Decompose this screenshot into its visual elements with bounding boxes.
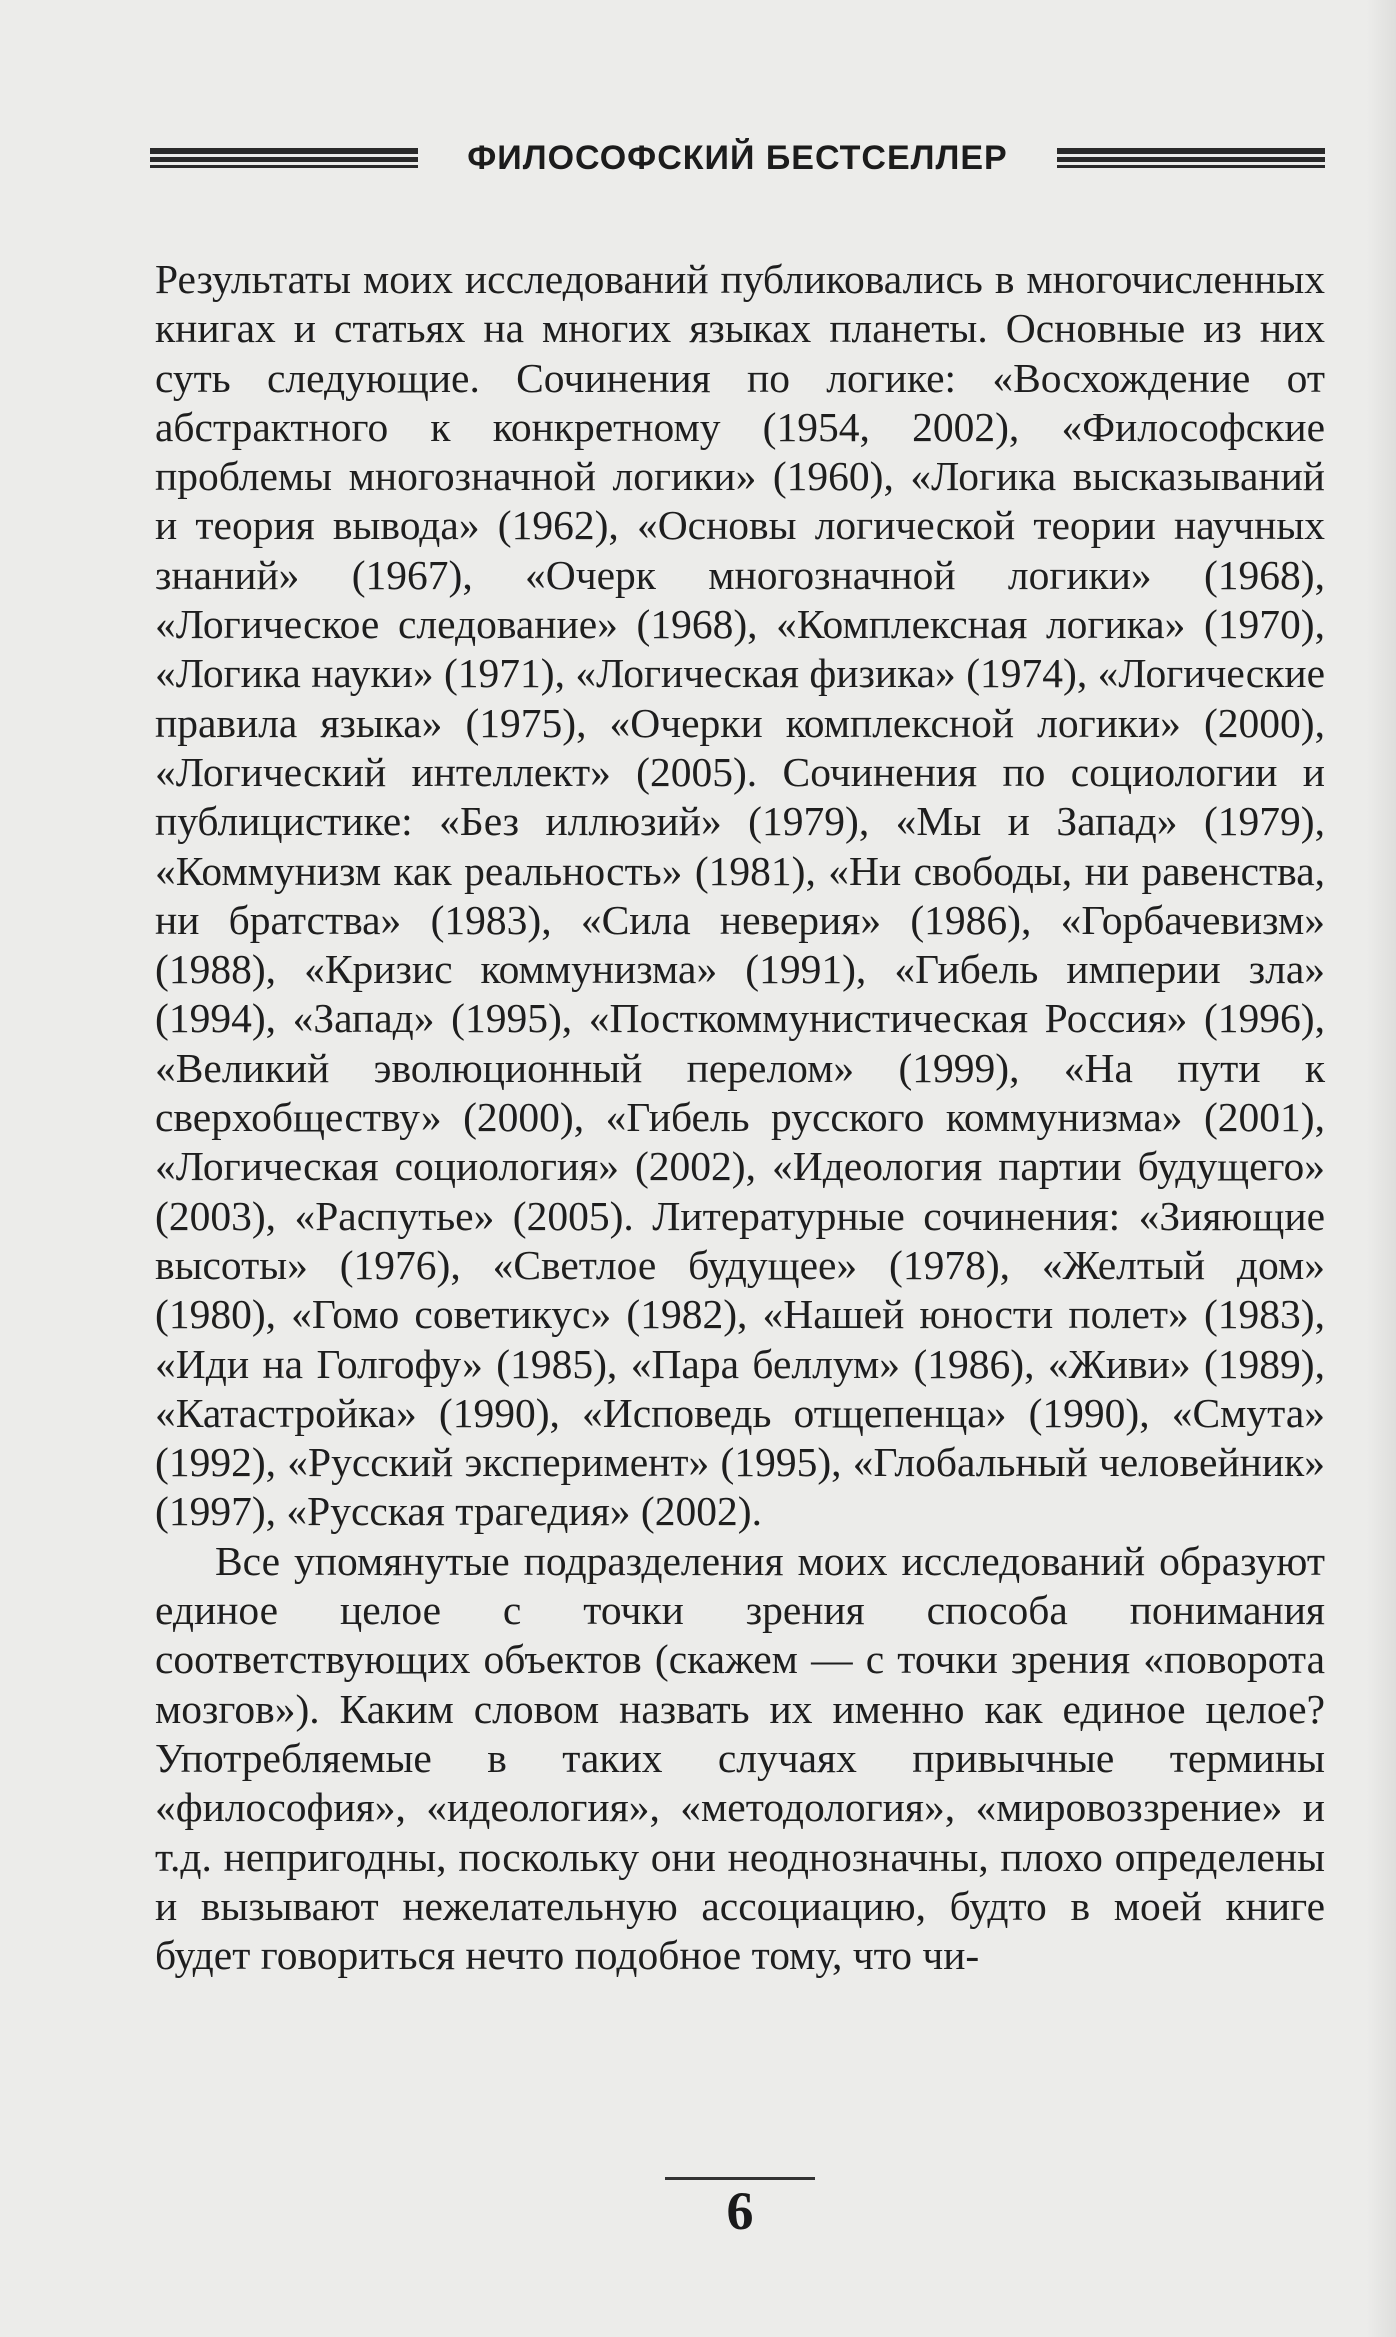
page-number: 6 xyxy=(726,2181,754,2241)
header-rule-left xyxy=(150,148,418,170)
paragraph-2: Все упомянутые подразделения моих исследований образуют единое целое с точки зрения способа понимания соответствующих объектов (скажем — с точки зрения «поворота мозгов»). Каким словом назвать их именно как единое целое? Употребляемые в таких случаях привычные термины «философия», «идеология», «методология», «мировоззрение» и т.д. непригодны, поскольку они неоднозначны, плохо определены и вызывают нежелательную ассоциацию, будто в моей книге будет говориться нечто подобное тому, что чи- xyxy=(155,1537,1325,1979)
running-title: ФИЛОСОФСКИЙ БЕСТСЕЛЛЕР xyxy=(467,139,1008,177)
paragraph-1: Результаты моих исследований публиковались в многочисленных книгах и статьях на многих языках планеты. Основные из них суть следующие. Сочинения по логике: «Восхождение от абстрактного к конкретному (1954, 2002), «Философские проблемы многозначной логики» (1960), «Логика высказываний и теория вывода» (1962), «Основы логической теории научных знаний» (1967), «Очерк многозначной логики» (1968), «Логическое следование» (1968), «Комплексная логика» (1970), «Логика науки» (1971), «Логическая физика» (1974), «Логические правила языка» (1975), «Очерки комплексной логики» (2000), «Логический интеллект» (2005). Сочинения по социологии и публицистике: «Без иллюзий» (1979), «Мы и Запад» (1979), «Коммунизм как реальность» (1981), «Ни свободы, ни равенства, ни братства» (1983), «Сила неверия» (1986), «Горбачевизм» (1988), «Кризис коммунизма» (1991), «Гибель империи зла» (1994), «Запад» (1995), «Посткоммунистическая Россия» (1996), «Великий эволюционный перелом» (1999), «На пути к сверхобществу» (2000), «Гибель русского коммунизма» (2001), «Логическая социология» (2002), «Идеология партии будущего» (2003), «Распутье» (2005). Литературные сочинения: «Зияющие высоты» (1976), «Светлое будущее» (1978), «Желтый дом» (1980), «Гомо советикус» (1982), «Нашей юности полет» (1983), «Иди на Голгофу» (1985), «Пара беллум» (1986), «Живи» (1989), «Катастройка» (1990), «Исповедь отщепенца» (1990), «Смута» (1992), «Русский эксперимент» (1995), «Глобальный человейник» (1997), «Русская трагедия» (2002). xyxy=(155,256,1325,1535)
body-text xyxy=(155,255,1325,1980)
running-header xyxy=(150,138,1325,178)
page-edge-shadow xyxy=(1366,0,1396,2337)
header-rule-right xyxy=(1057,148,1325,170)
